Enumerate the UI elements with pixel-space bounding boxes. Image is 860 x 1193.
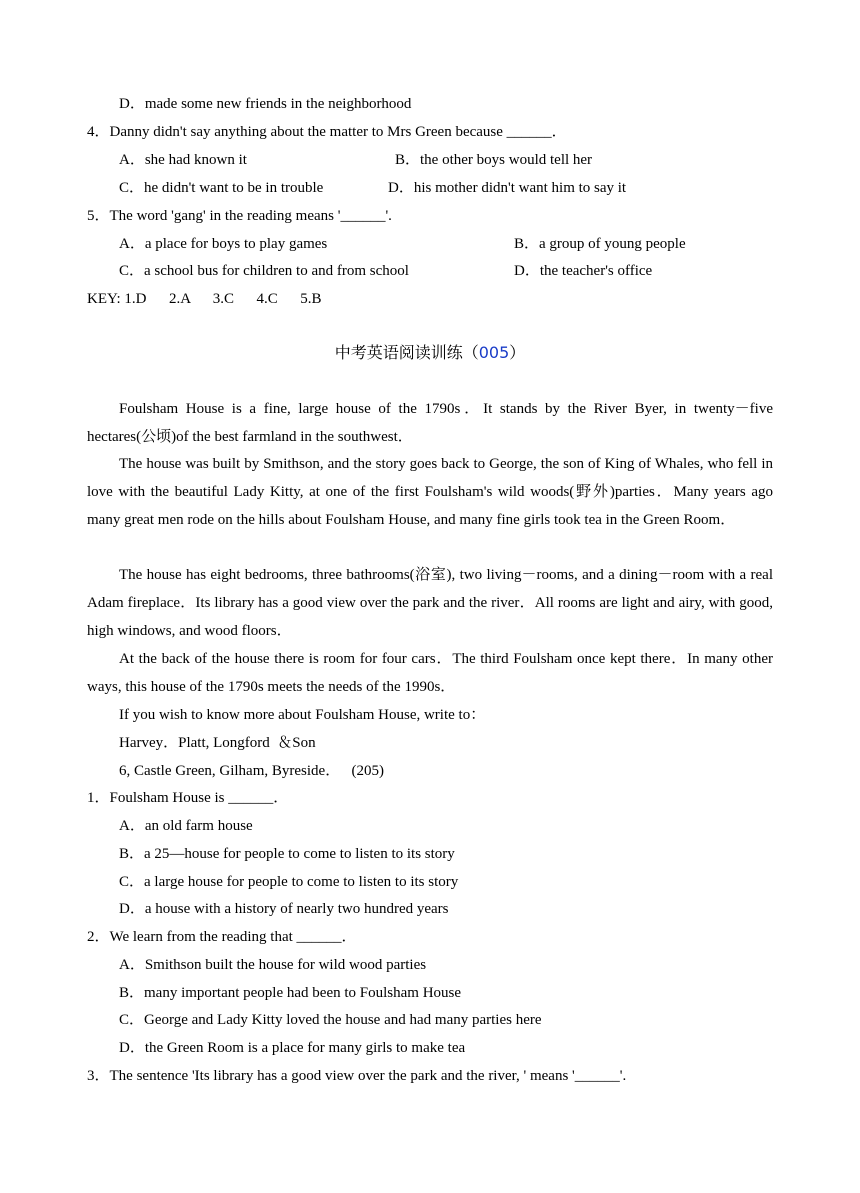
q5-option-d: D．the teacher's office	[514, 263, 653, 279]
q4-option-d: D．his mother didn't want him to say it	[388, 180, 627, 196]
q5-option-c: C．a school bus for children to and from school	[119, 263, 409, 279]
q2-option-a: A．Smithson built the house for wild wood parties	[119, 957, 427, 973]
q2-option-d: D．the Green Room is a place for many girls to make tea	[119, 1040, 466, 1056]
section-title-code: 005	[478, 343, 510, 362]
passage-paragraph-5: If you wish to know more about Foulsham House, write to：	[119, 707, 486, 723]
q3-stem: 3．The sentence 'Its library has a good view over the park and the river, ' means '______'.	[87, 1068, 627, 1084]
q1-option-c: C．a large house for people to come to listen to its story	[119, 874, 459, 890]
passage-paragraph-2: The house was built by Smithson, and the story goes back to George, the son of King of Whales, who fell in love with the beautiful Lady Kitty, at one of the first Foulsham's wild woods(野外)parties．Many years ago many great men rode on the hills about Foulsham House, and many fine girls took tea in the Green Room．	[87, 456, 773, 528]
section-title-prefix: 中考英语阅读训练（	[334, 343, 479, 362]
section-title-suffix: ）	[509, 343, 526, 362]
passage-paragraph-3: The house has eight bedrooms, three bathrooms(浴室), two living－rooms, and a dining－room with a real Adam fireplace．Its library has a good view over the park and the river．All rooms are light and airy, with good, high windows, and wood floors．	[87, 567, 773, 639]
q1-option-b: B．a 25—house for people to come to listen to its story	[119, 846, 455, 862]
q4-option-c: C．he didn't want to be in trouble	[119, 180, 324, 196]
answer-key: KEY: 1.D 2.A 3.C 4.C 5.B	[87, 291, 322, 307]
passage-paragraph-4: At the back of the house there is room for four cars．The third Foulsham once kept there．In many other ways, this house of the 1790s meets the needs of the 1990s．	[87, 651, 773, 695]
q2-stem: 2．We learn from the reading that ______．	[87, 929, 357, 945]
q5-option-a: A．a place for boys to play games	[119, 236, 328, 252]
q2-option-c: C．George and Lady Kitty loved the house and had many parties here	[119, 1012, 542, 1028]
q1-option-a: A．an old farm house	[119, 818, 253, 834]
q4-stem: 4．Danny didn't say anything about the matter to Mrs Green because ______．	[87, 124, 567, 140]
q2-option-b: B．many important people had been to Foulsham House	[119, 985, 462, 1001]
passage-address-line-2: 6, Castle Green, Gilham, Byreside． (205)	[119, 763, 384, 779]
passage-paragraph-1: Foulsham House is a fine, large house of the 1790s．It stands by the River Byer, in twenty－five hectares(公顷)of the best farmland in the southwest．	[87, 401, 773, 445]
q5-stem: 5．The word 'gang' in the reading means '______'.	[87, 208, 392, 224]
section-title	[0, 342, 860, 364]
q1-stem: 1．Foulsham House is ______．	[87, 790, 289, 806]
q3-option-d: D．made some new friends in the neighborhood	[119, 96, 412, 112]
q5-option-b: B．a group of young people	[514, 236, 686, 252]
q4-option-b: B．the other boys would tell her	[395, 152, 593, 168]
passage-address-line-1: Harvey．Platt, Longford ＆Son	[119, 735, 316, 751]
q4-option-a: A．she had known it	[119, 152, 247, 168]
q1-option-d: D．a house with a history of nearly two hundred years	[119, 901, 449, 917]
